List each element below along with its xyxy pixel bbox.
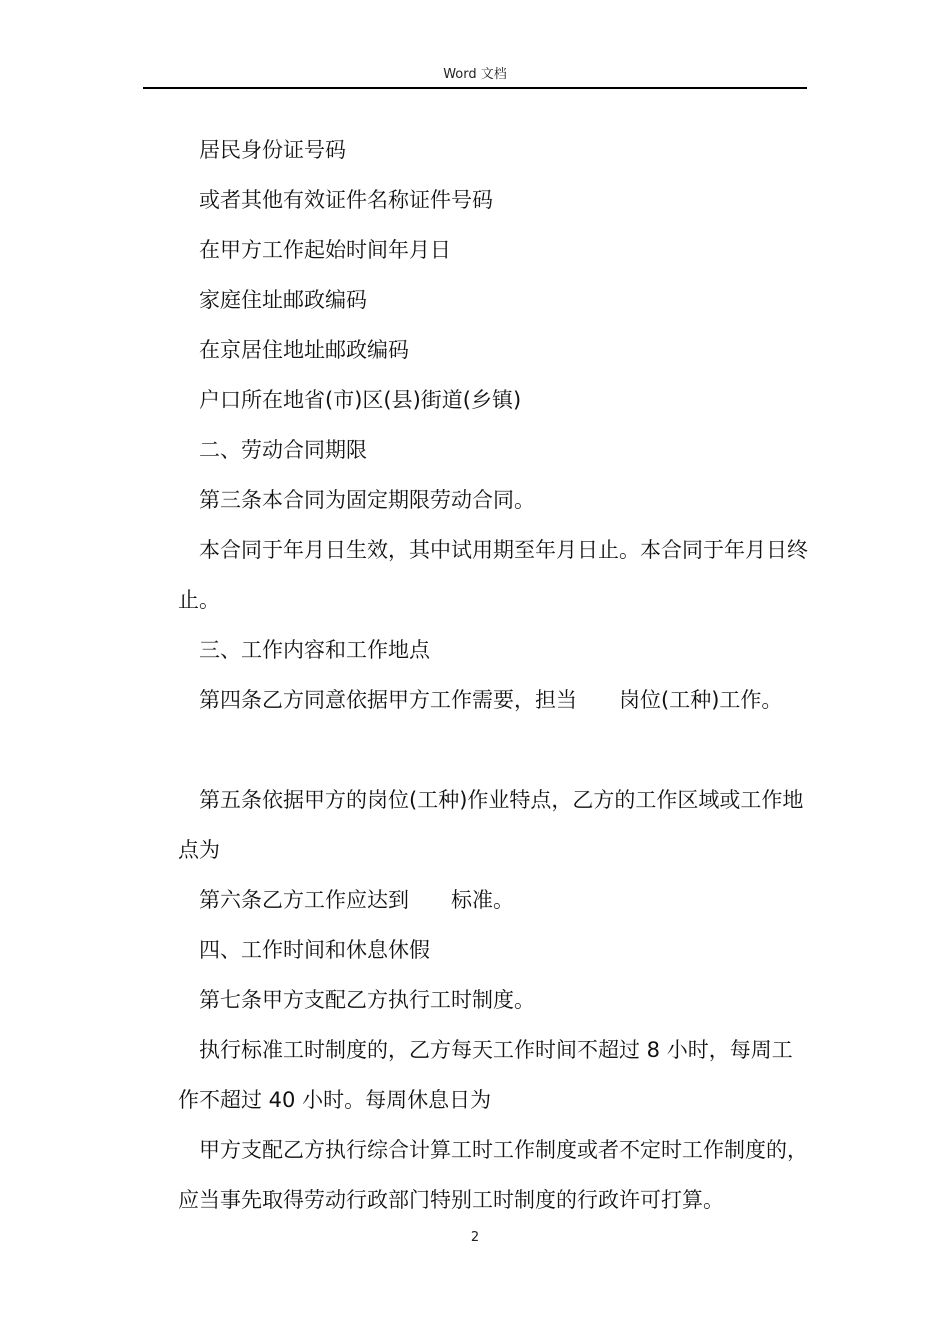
flexible-hours-paragraph: 甲方支配乙方执行综合计算工时工作制度或者不定时工作制度的，应当事先取得劳动行政部门特别工时制度的行政许可打算。 (178, 1138, 808, 1212)
section-heading-work-content: 三、工作内容和工作地点 (199, 638, 430, 662)
other-id-line: 或者其他有效证件名称证件号码 (199, 188, 493, 212)
article-5: 第五条依据甲方的岗位(工种)作业特点，乙方的工作区域或工作地点为 (178, 788, 804, 862)
household-registration-line: 户口所在地省(市)区(县)街道(乡镇) (199, 388, 522, 412)
article-4: 第四条乙方同意依据甲方工作需要，担当 岗位(工种)工作。 (199, 688, 783, 712)
document-body (178, 125, 812, 1225)
page-number: 2 (470, 1230, 480, 1245)
section-heading-working-hours: 四、工作时间和休息休假 (199, 938, 430, 962)
beijing-address-line: 在京居住地址邮政编码 (199, 338, 409, 362)
blank-line (178, 725, 812, 775)
article-3: 第三条本合同为固定期限劳动合同。 (199, 488, 535, 512)
section-heading-contract-term: 二、劳动合同期限 (199, 438, 367, 462)
start-date-line: 在甲方工作起始时间年月日 (199, 238, 451, 262)
id-number-line: 居民身份证号码 (199, 138, 346, 162)
header-divider (143, 87, 807, 89)
home-address-line: 家庭住址邮政编码 (199, 288, 367, 312)
article-7: 第七条甲方支配乙方执行工时制度。 (199, 988, 535, 1012)
effective-date-paragraph: 本合同于年月日生效，其中试用期至年月日止。本合同于年月日终止。 (178, 538, 808, 612)
page-header: Word 文档 (443, 67, 507, 82)
standard-hours-paragraph: 执行标准工时制度的，乙方每天工作时间不超过 8 小时，每周工作不超过 40 小时。每周休息日为 (178, 1038, 793, 1112)
article-6: 第六条乙方工作应达到 标准。 (199, 888, 514, 912)
